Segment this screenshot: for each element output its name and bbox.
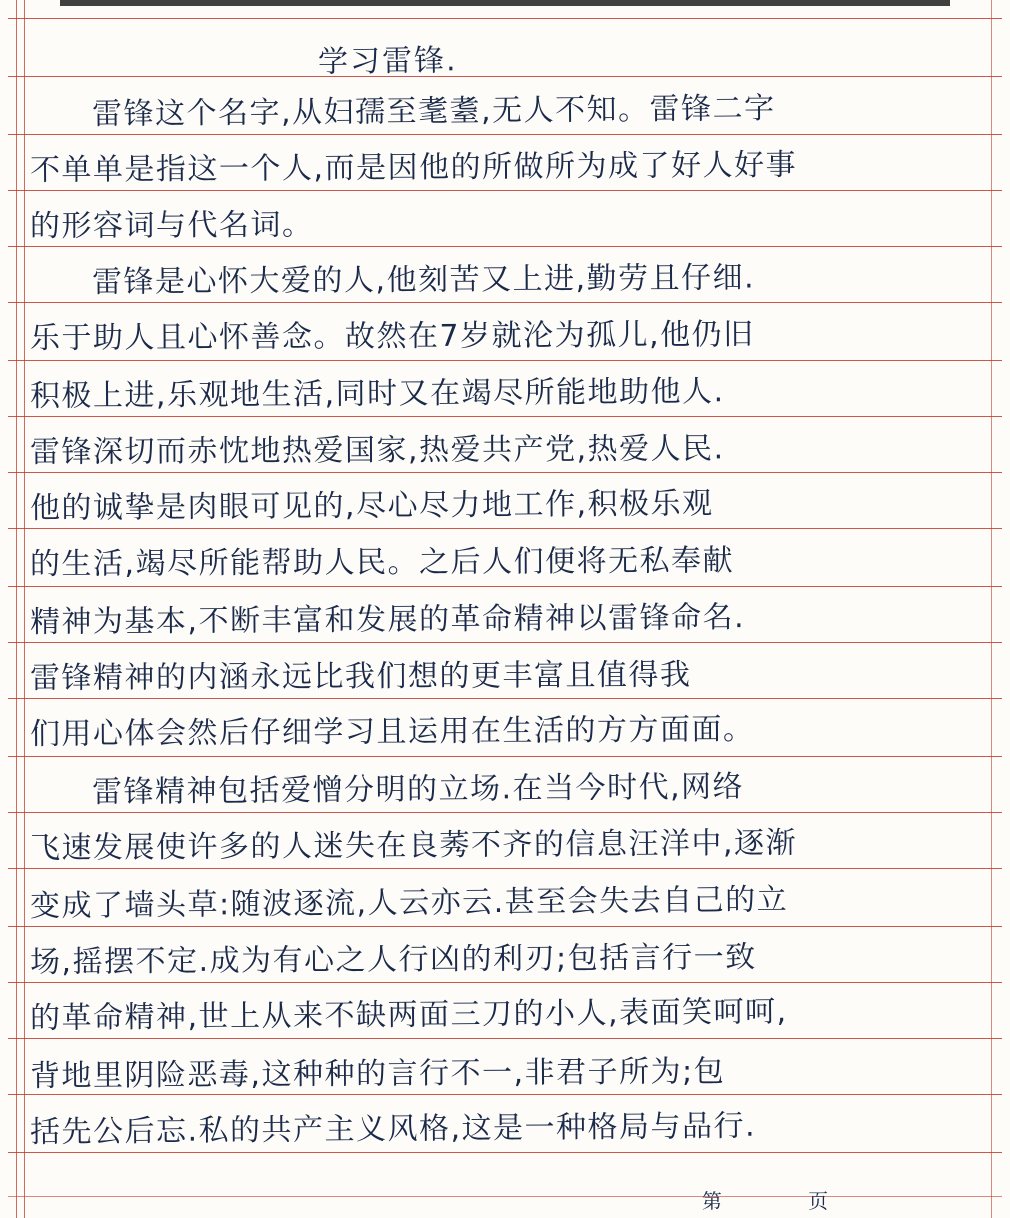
- page-title: 学习雷锋.: [317, 43, 458, 80]
- text-line: 精神为基本,不断丰富和发展的革命精神以雷锋命名.: [29, 600, 746, 640]
- text-line: 不单单是指这一个人,而是因他的所做所为成了好人好事: [29, 147, 798, 188]
- text-line: 的革命精神,世上从来不缺两面三刀的小人,表面笑呵呵,: [29, 994, 788, 1036]
- text-line: 雷锋深切而赤忱地热爱国家,热爱共产党,热爱人民.: [29, 431, 725, 470]
- text-line: 雷锋这个名字,从妇孺至耄耋,无人不知。雷锋二字: [91, 91, 776, 132]
- text-line: 的生活,竭尽所能帮助人民。之后人们便将无私奉献: [29, 543, 735, 582]
- text-line: 雷锋精神包括爱憎分明的立场.在当今时代,网络: [91, 769, 745, 810]
- text-line: 背地里阴险恶毒,这种种的言行不一,非君子所为;包: [29, 1054, 726, 1094]
- text-line: 乐于助人且心怀善念。故然在7岁就沦为孤儿,他仍旧: [29, 317, 755, 356]
- text-line: 雷锋精神的内涵永远比我们想的更丰富且值得我: [29, 657, 692, 696]
- text-line: 雷锋是心怀大爱的人,他刻苦又上进,勤劳且仔细.: [91, 260, 756, 300]
- text-line: 的形容词与代名词。: [29, 207, 314, 244]
- text-line: 们用心体会然后仔细学习且运用在生活的方方面面。: [29, 711, 755, 752]
- text-line: 他的诚挚是肉眼可见的,尽心尽力地工作,积极乐观: [29, 486, 714, 526]
- page-marker: 第 页: [701, 1189, 869, 1213]
- text-line: 括先公后忘.私的共产主义风格,这是一种格局与品行.: [29, 1108, 757, 1150]
- text-line: 飞速发展使许多的人迷失在良莠不齐的信息汪洋中,逐渐: [29, 825, 798, 866]
- text-line: 场,摇摆不定.成为有心之人行凶的利刃;包括言行一致: [29, 939, 757, 980]
- text-line: 变成了墙头草:随波逐流,人云亦云.甚至会失去自己的立: [29, 882, 789, 924]
- text-line: 积极上进,乐观地生活,同时又在竭尽所能地助他人.: [29, 374, 725, 414]
